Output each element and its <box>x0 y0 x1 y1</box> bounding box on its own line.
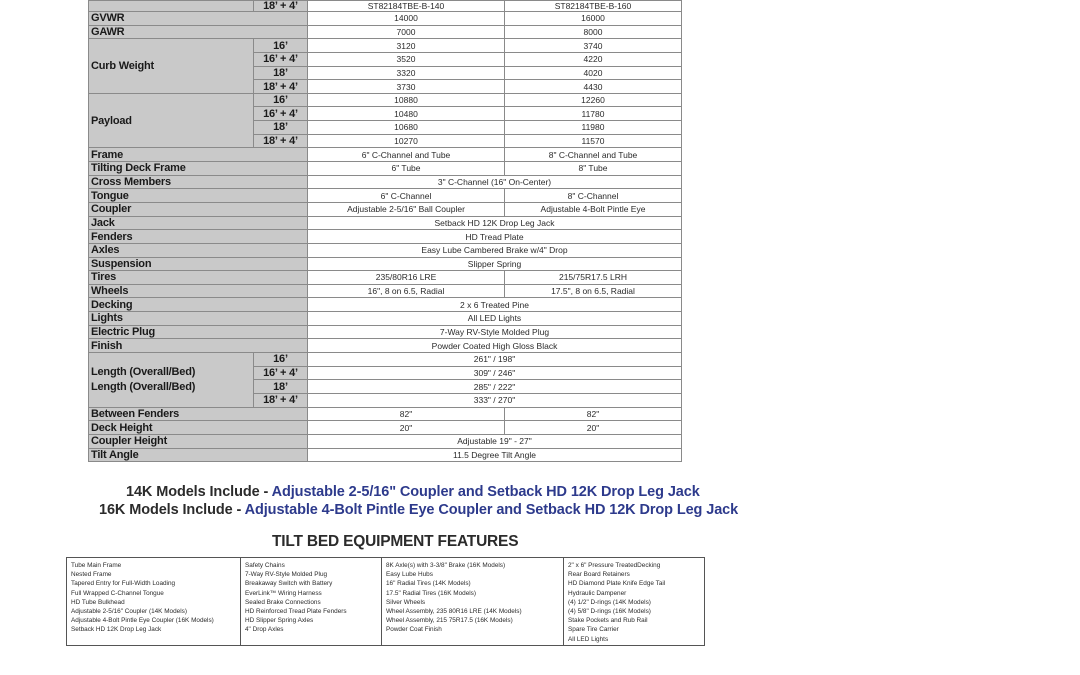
features-column-4 <box>564 558 704 645</box>
fenders-row <box>89 230 682 244</box>
value-cell: HD Tread Plate <box>308 230 682 244</box>
size-label: 18’ + 4’ <box>254 393 308 407</box>
value-cell: 82" <box>308 407 505 421</box>
row-label: Tires <box>89 271 308 285</box>
feature-item: Hydraulic Dampener <box>568 589 627 597</box>
value-cell: 235/80R16 LRE <box>308 271 505 285</box>
gawr-row <box>89 25 682 39</box>
value-cell: 11.5 Degree Tilt Angle <box>308 448 682 462</box>
feature-item: 4" Drop Axles <box>245 626 284 634</box>
deck-height-row <box>89 421 682 435</box>
value-cell: 8" C-Channel and Tube <box>505 148 682 162</box>
feature-item: Wheel Assembly, 215 75R17.5 (16K Models) <box>386 617 513 625</box>
row-label: Decking <box>89 298 308 312</box>
row-label: Suspension <box>89 257 308 271</box>
value-cell: Adjustable 4-Bolt Pintle Eye <box>505 202 682 216</box>
feature-item: Sealed Brake Connections <box>245 598 321 606</box>
value-cell: 4220 <box>505 52 682 66</box>
lights-row <box>89 312 682 326</box>
size-label: 16’ <box>254 353 308 367</box>
tires-row <box>89 271 682 285</box>
model-number-160: ST82184TBE-B-160 <box>505 1 682 12</box>
value-cell: 10480 <box>308 107 505 121</box>
value-cell: All LED Lights <box>308 312 682 326</box>
features-column-1 <box>67 558 241 645</box>
feature-item: 7-Way RV-Style Molded Plug <box>245 571 328 579</box>
row-label: Tilt Angle <box>89 448 308 462</box>
feature-item: 17.5" Radial Tires (16K Models) <box>386 589 477 597</box>
value-cell: 10680 <box>308 121 505 135</box>
row-label: Curb Weight <box>89 39 254 94</box>
value-cell: 20" <box>308 421 505 435</box>
row-label: Fenders <box>89 230 308 244</box>
feature-item: Setback HD 12K Drop Leg Jack <box>71 626 162 634</box>
frame-row <box>89 148 682 162</box>
size-label: 16’ <box>254 93 308 107</box>
row-label: Deck Height <box>89 421 308 435</box>
feature-item: Safety Chains <box>245 562 285 569</box>
feature-item: All LED Lights <box>568 635 609 643</box>
value-cell: 3120 <box>308 39 505 53</box>
suspension-row <box>89 257 682 271</box>
feature-item: 2" x 6" Pressure TreatedDecking <box>568 562 661 569</box>
row-label <box>89 353 254 408</box>
size-label: 18’ + 4’ <box>254 134 308 148</box>
row-label: Cross Members <box>89 175 308 189</box>
size-label: 18’ + 4’ <box>254 80 308 94</box>
value-cell: 20" <box>505 421 682 435</box>
value-cell: 3740 <box>505 39 682 53</box>
feature-item: (4) 5/8" D-rings (16K Models) <box>568 608 651 616</box>
spec-table <box>88 0 682 462</box>
length-row <box>89 353 682 367</box>
coupler-height-row <box>89 434 682 448</box>
value-cell: 17.5", 8 on 6.5, Radial <box>505 284 682 298</box>
features-title: TILT BED EQUIPMENT FEATURES <box>272 533 519 550</box>
value-cell: 8" Tube <box>505 162 682 176</box>
value-cell: 6" C-Channel and Tube <box>308 148 505 162</box>
feature-item: Nested Frame <box>71 571 112 579</box>
between-fenders-row <box>89 407 682 421</box>
value-cell: 4430 <box>505 80 682 94</box>
coupler-row <box>89 202 682 216</box>
value-cell: Slipper Spring <box>308 257 682 271</box>
feature-item: HD Diamond Plate Knife Edge Tail <box>568 580 666 588</box>
feature-item: HD Slipper Spring Axles <box>245 617 314 625</box>
feature-item: Adjustable 2-5/16" Coupler (14K Models) <box>71 608 187 616</box>
feature-item: (4) 1/2" D-rings (14K Models) <box>568 598 651 606</box>
value-cell: 11780 <box>505 107 682 121</box>
row-label: Coupler Height <box>89 434 308 448</box>
row-label: GVWR <box>89 12 308 26</box>
14k-includes-value: Adjustable 2-5/16" Coupler and Setback HD 12K Drop Leg Jack <box>271 484 700 500</box>
14k-includes-label: 14K Models Include - <box>126 484 272 500</box>
value-cell: 333" / 270" <box>308 393 682 407</box>
feature-item: Tapered Entry for Full-Width Loading <box>71 580 176 588</box>
row-label: Payload <box>89 93 254 148</box>
feature-item: Full Wrapped C-Channel Tongue <box>71 589 164 597</box>
value-cell: Powder Coated High Gloss Black <box>308 339 682 353</box>
size-label: 16’ <box>254 39 308 53</box>
size-label: 16’ + 4’ <box>254 107 308 121</box>
axles-row <box>89 243 682 257</box>
value-cell: 10270 <box>308 134 505 148</box>
feature-item: 8K Axle(s) with 3-3/8" Brake (16K Models) <box>386 562 506 569</box>
feature-item: Easy Lube Hubs <box>386 571 433 579</box>
value-cell: 3" C-Channel (16" On-Center) <box>308 175 682 189</box>
size-label: 16’ + 4’ <box>254 52 308 66</box>
feature-item: HD Reinforced Tread Plate Fenders <box>245 608 347 616</box>
tilt-angle-row <box>89 448 682 462</box>
row-label: Jack <box>89 216 308 230</box>
value-cell: 7000 <box>308 25 505 39</box>
row-label: Coupler <box>89 202 308 216</box>
value-cell: Adjustable 19" - 27" <box>308 434 682 448</box>
jack-row <box>89 216 682 230</box>
row-label: Wheels <box>89 284 308 298</box>
value-cell: 6" C-Channel <box>308 189 505 203</box>
features-box <box>66 557 705 646</box>
value-cell: 7-Way RV-Style Molded Plug <box>308 325 682 339</box>
value-cell: Easy Lube Cambered Brake w/4" Drop <box>308 243 682 257</box>
value-cell: 8" C-Channel <box>505 189 682 203</box>
value-cell: 2 x 6 Treated Pine <box>308 298 682 312</box>
value-cell: 285" / 222" <box>308 380 682 394</box>
feature-item: Tube Main Frame <box>71 562 122 569</box>
size-label: 18’ <box>254 380 308 394</box>
value-cell: 8000 <box>505 25 682 39</box>
feature-item: Spare Tire Carrier <box>568 626 619 634</box>
length-label-line2: Length (Overall/Bed) <box>91 380 196 393</box>
features-column-2 <box>241 558 382 645</box>
value-cell: 12260 <box>505 93 682 107</box>
row-label: Finish <box>89 339 308 353</box>
feature-item: EverLink™ Wiring Harness <box>245 589 322 597</box>
feature-item: Rear Board Retainers <box>568 571 630 579</box>
feature-item: HD Tube Bulkhead <box>71 598 125 606</box>
size-label: 16’ + 4’ <box>254 366 308 380</box>
cross-members-row <box>89 175 682 189</box>
feature-item: 16" Radial Tires (14K Models) <box>386 580 471 588</box>
row-label: Electric Plug <box>89 325 308 339</box>
14k-includes-note <box>126 484 700 500</box>
16k-includes-note <box>99 502 738 518</box>
feature-item: Adjustable 4-Bolt Pintle Eye Coupler (16K Models) <box>71 617 214 625</box>
value-cell: 3520 <box>308 52 505 66</box>
value-cell: 10880 <box>308 93 505 107</box>
value-cell: 4020 <box>505 66 682 80</box>
value-cell: 16", 8 on 6.5, Radial <box>308 284 505 298</box>
feature-item: Silver Wheels <box>386 598 426 606</box>
feature-item: Breakaway Switch with Battery <box>245 580 333 588</box>
tilting-deck-frame-row <box>89 162 682 176</box>
size-label: 18’ <box>254 66 308 80</box>
value-cell: Setback HD 12K Drop Leg Jack <box>308 216 682 230</box>
value-cell: Adjustable 2-5/16" Ball Coupler <box>308 202 505 216</box>
gvwr-row <box>89 12 682 26</box>
value-cell: 309" / 246" <box>308 366 682 380</box>
size-label: 18’ + 4’ <box>254 1 308 12</box>
feature-item: Wheel Assembly, 235 80R16 LRE (14K Models) <box>386 608 522 616</box>
value-cell: 261" / 198" <box>308 353 682 367</box>
value-cell: 82" <box>505 407 682 421</box>
row-label: GAWR <box>89 25 308 39</box>
value-cell: 6" Tube <box>308 162 505 176</box>
model-number-140: ST82184TBE-B-140 <box>308 1 505 12</box>
row-label: Axles <box>89 243 308 257</box>
electric-plug-row <box>89 325 682 339</box>
row-label: Frame <box>89 148 308 162</box>
features-column-3 <box>382 558 564 645</box>
feature-item: Powder Coat Finish <box>386 626 442 634</box>
model-number-row <box>89 1 682 12</box>
length-label-line1: Length (Overall/Bed) <box>91 365 196 378</box>
tongue-row <box>89 189 682 203</box>
feature-item: Stake Pockets and Rub Rail <box>568 617 648 625</box>
value-cell: 11570 <box>505 134 682 148</box>
row-label: Lights <box>89 312 308 326</box>
value-cell: 215/75R17.5 LRH <box>505 271 682 285</box>
row-label: Between Fenders <box>89 407 308 421</box>
value-cell: 3320 <box>308 66 505 80</box>
wheels-row <box>89 284 682 298</box>
row-label: Tongue <box>89 189 308 203</box>
value-cell: 3730 <box>308 80 505 94</box>
16k-includes-value: Adjustable 4-Bolt Pintle Eye Coupler and Setback HD 12K Drop Leg Jack <box>244 502 739 518</box>
decking-row <box>89 298 682 312</box>
value-cell: 14000 <box>308 12 505 26</box>
payload-row <box>89 93 682 107</box>
finish-row <box>89 339 682 353</box>
size-label: 18’ <box>254 121 308 135</box>
value-cell: 11980 <box>505 121 682 135</box>
curb-weight-row <box>89 39 682 53</box>
row-label: Tilting Deck Frame <box>89 162 308 176</box>
16k-includes-label: 16K Models Include - <box>99 502 245 518</box>
value-cell: 16000 <box>505 12 682 26</box>
